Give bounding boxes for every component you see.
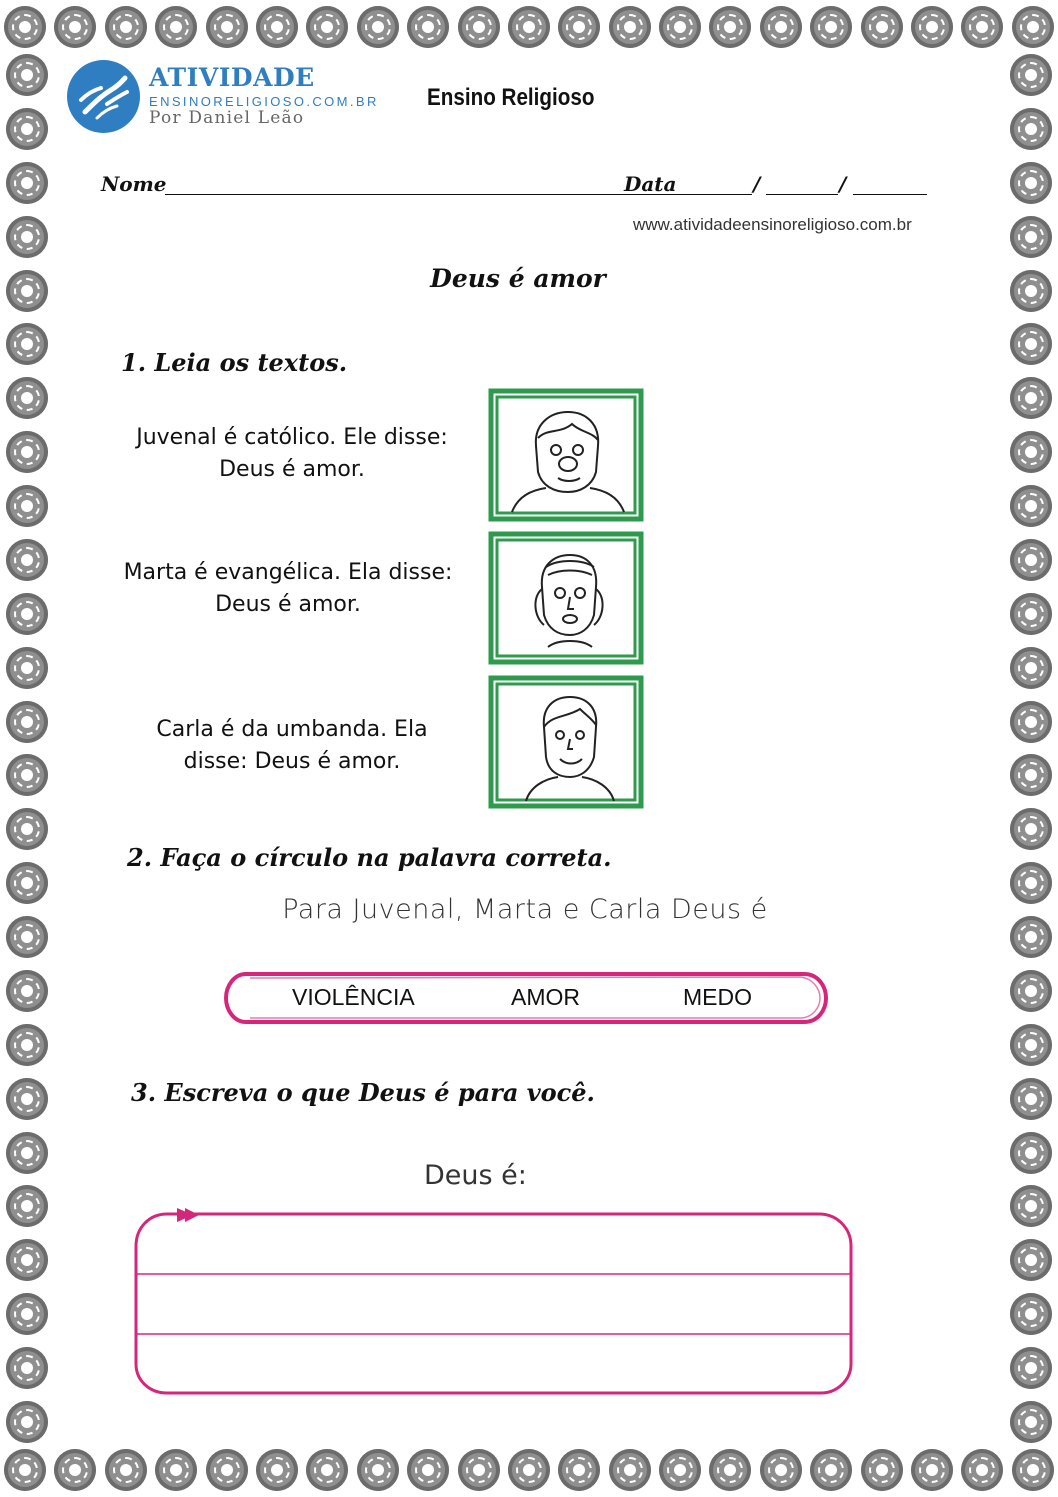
border-symbol-icon (961, 1449, 1003, 1491)
border-symbol-icon (6, 323, 48, 365)
date-day-field[interactable] (678, 194, 752, 195)
border-symbol-icon (609, 1449, 651, 1491)
border-symbol-icon (155, 1449, 197, 1491)
border-symbol-icon (306, 6, 348, 48)
border-symbol-icon (1010, 162, 1052, 204)
answer-prompt: Deus é: (424, 1160, 527, 1191)
border-symbol-icon (306, 1449, 348, 1491)
border-symbol-icon (558, 1449, 600, 1491)
border-symbol-icon (1010, 485, 1052, 527)
border-symbol-icon (6, 1132, 48, 1174)
question-1-title: 1. Leia os textos. (121, 348, 348, 377)
border-top (0, 0, 1058, 54)
border-symbol-icon (911, 6, 953, 48)
border-symbol-icon (659, 6, 701, 48)
border-symbol-icon (1012, 1449, 1054, 1491)
border-symbol-icon (6, 593, 48, 635)
border-symbol-icon (1010, 539, 1052, 581)
border-symbol-icon (6, 54, 48, 96)
border-symbol-icon (6, 1401, 48, 1443)
border-symbol-icon (508, 6, 550, 48)
border-symbol-icon (760, 6, 802, 48)
border-symbol-icon (1010, 216, 1052, 258)
border-symbol-icon (659, 1449, 701, 1491)
border-symbol-icon (961, 6, 1003, 48)
border-symbol-icon (6, 754, 48, 796)
border-symbol-icon (6, 970, 48, 1012)
border-symbol-icon (1010, 1024, 1052, 1066)
border-symbol-icon (407, 1449, 449, 1491)
border-symbol-icon (1010, 108, 1052, 150)
logo-title: ATIVIDADE (149, 63, 315, 92)
border-bottom (0, 1443, 1058, 1497)
border-symbol-icon (6, 1024, 48, 1066)
logo-hands-icon (67, 60, 140, 133)
border-symbol-icon (1010, 377, 1052, 419)
border-symbol-icon (1010, 431, 1052, 473)
border-symbol-icon (1010, 1078, 1052, 1120)
border-symbol-icon (6, 1293, 48, 1335)
border-symbol-icon (709, 6, 751, 48)
border-symbol-icon (1010, 647, 1052, 689)
border-symbol-icon (256, 1449, 298, 1491)
border-symbol-icon (6, 647, 48, 689)
border-symbol-icon (357, 1449, 399, 1491)
border-symbol-icon (558, 6, 600, 48)
website-link[interactable]: www.atividadeensinoreligioso.com.br (633, 215, 912, 234)
option-medo[interactable]: MEDO (683, 984, 752, 1010)
question-3-title: 3. Escreva o que Deus é para você. (131, 1078, 595, 1107)
border-symbol-icon (155, 6, 197, 48)
border-symbol-icon (6, 701, 48, 743)
border-symbol-icon (911, 1449, 953, 1491)
border-symbol-icon (6, 108, 48, 150)
text-carla: Carla é da umbanda. Ela disse: Deus é amor. (156, 717, 428, 774)
border-symbol-icon (1010, 1401, 1052, 1443)
border-symbol-icon (1010, 970, 1052, 1012)
border-symbol-icon (6, 485, 48, 527)
border-right (1004, 50, 1058, 1447)
border-symbol-icon (861, 1449, 903, 1491)
option-amor[interactable]: AMOR (511, 984, 580, 1010)
border-symbol-icon (1010, 593, 1052, 635)
portrait-marta (488, 531, 644, 665)
border-left (0, 50, 54, 1447)
date-year-field[interactable] (853, 194, 927, 195)
border-symbol-icon (54, 6, 96, 48)
border-symbol-icon (6, 1347, 48, 1389)
border-symbol-icon (206, 1449, 248, 1491)
border-symbol-icon (709, 1449, 751, 1491)
logo-subtitle: ENSINORELIGIOSO.COM.BR (149, 94, 379, 109)
border-symbol-icon (6, 431, 48, 473)
question-2-title: 2. Faça o círculo na palavra correta. (127, 843, 612, 872)
option-violencia[interactable]: VIOLÊNCIA (292, 984, 415, 1010)
border-symbol-icon (6, 377, 48, 419)
portrait-carla (488, 675, 644, 809)
sentence-prompt: Para Juvenal, Marta e Carla Deus é (282, 894, 768, 925)
border-symbol-icon (1010, 1347, 1052, 1389)
border-symbol-icon (760, 1449, 802, 1491)
border-symbol-icon (458, 6, 500, 48)
border-symbol-icon (407, 6, 449, 48)
date-separator: / (753, 172, 761, 196)
logo-author: Por Daniel Leão (149, 108, 305, 128)
border-symbol-icon (1010, 1132, 1052, 1174)
border-symbol-icon (206, 6, 248, 48)
border-symbol-icon (508, 1449, 550, 1491)
border-symbol-icon (1010, 323, 1052, 365)
border-symbol-icon (609, 6, 651, 48)
border-symbol-icon (4, 1449, 46, 1491)
border-symbol-icon (1010, 54, 1052, 96)
border-symbol-icon (1012, 6, 1054, 48)
border-symbol-icon (6, 162, 48, 204)
date-separator: / (839, 172, 847, 196)
border-symbol-icon (105, 1449, 147, 1491)
border-symbol-icon (6, 1078, 48, 1120)
text-marta: Marta é evangélica. Ela disse: Deus é amor. (123, 560, 453, 617)
name-label: Nome (101, 172, 167, 196)
border-symbol-icon (6, 808, 48, 850)
border-symbol-icon (105, 6, 147, 48)
page-title: Deus é amor (430, 264, 606, 293)
border-symbol-icon (861, 6, 903, 48)
border-symbol-icon (6, 539, 48, 581)
border-symbol-icon (458, 1449, 500, 1491)
border-symbol-icon (1010, 808, 1052, 850)
border-symbol-icon (810, 1449, 852, 1491)
date-label: Data (624, 172, 677, 196)
answer-box[interactable] (133, 1206, 855, 1396)
border-symbol-icon (1010, 1185, 1052, 1227)
subject-title: Ensino Religioso (427, 84, 595, 111)
border-symbol-icon (1010, 701, 1052, 743)
border-symbol-icon (54, 1449, 96, 1491)
border-symbol-icon (6, 216, 48, 258)
border-symbol-icon (256, 6, 298, 48)
border-symbol-icon (1010, 754, 1052, 796)
name-date-line (101, 172, 931, 202)
border-symbol-icon (1010, 1293, 1052, 1335)
text-juvenal: Juvenal é católico. Ele disse: Deus é amor. (136, 425, 448, 482)
border-symbol-icon (4, 6, 46, 48)
border-symbol-icon (810, 6, 852, 48)
border-symbol-icon (6, 1185, 48, 1227)
portrait-juvenal (488, 388, 644, 522)
border-symbol-icon (357, 6, 399, 48)
border-symbol-icon (6, 1239, 48, 1281)
border-symbol-icon (1010, 1239, 1052, 1281)
date-month-field[interactable] (766, 194, 838, 195)
